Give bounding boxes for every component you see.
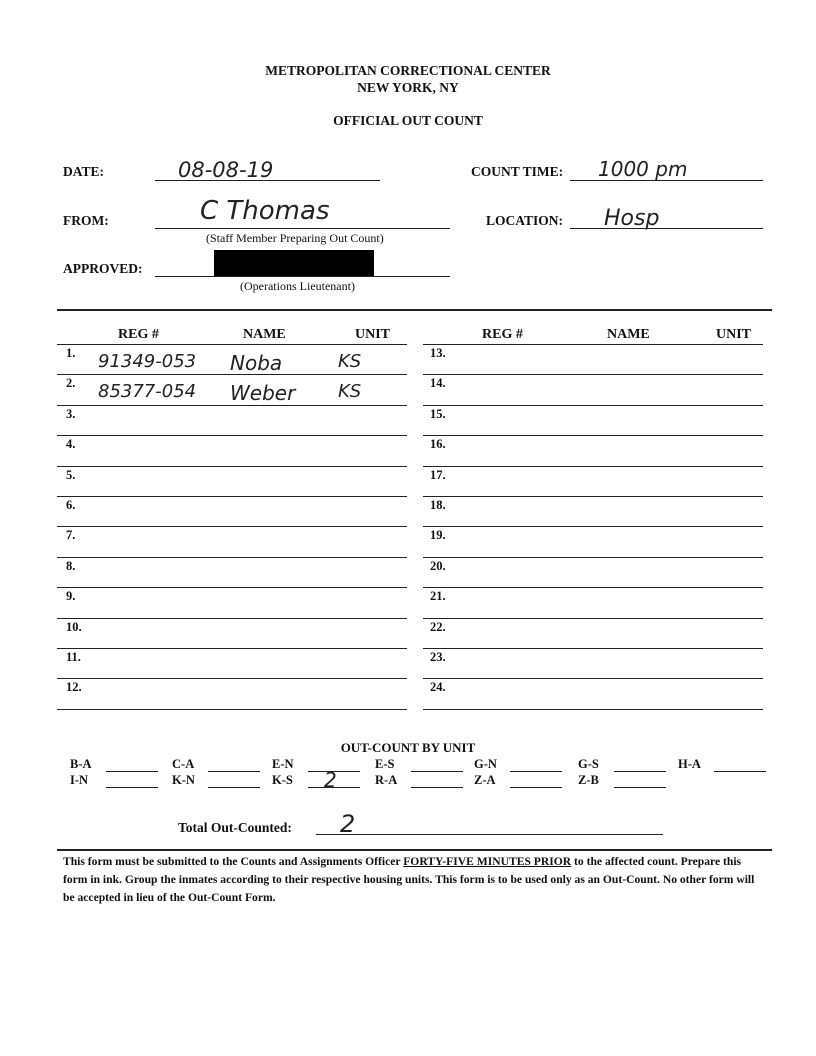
- row-number: 6.: [66, 498, 76, 512]
- total-value: 2: [340, 810, 356, 838]
- row-number: 3.: [66, 406, 76, 421]
- unit-code-2: K-S: [272, 773, 293, 787]
- row-line: [57, 496, 407, 497]
- header-line: [423, 344, 763, 345]
- row-number: 17.: [430, 467, 446, 482]
- row-number: 5.: [66, 467, 76, 482]
- row-number: 8.: [66, 558, 76, 573]
- unit-code-1: C-A: [172, 757, 195, 771]
- row-number: 10.: [66, 619, 82, 634]
- count-time-label: COUNT TIME:: [471, 164, 564, 179]
- unit-code-3: R-A: [375, 773, 398, 787]
- date-value: 08-08-19: [178, 158, 274, 182]
- row-line: [57, 618, 407, 619]
- unit-code-4: G-N: [474, 757, 497, 771]
- from-label: FROM:: [63, 213, 109, 228]
- location-value: Hosp: [604, 206, 660, 231]
- unit-blank-line: [411, 787, 463, 788]
- from-caption: (Staff Member Preparing Out Count): [206, 231, 384, 245]
- row-line: [57, 587, 407, 588]
- unit-code-0: B-A: [70, 757, 92, 771]
- row-number: 2.: [66, 376, 76, 391]
- count-time-value: 1000 pm: [598, 157, 688, 181]
- row-number: 7.: [66, 528, 76, 543]
- row-line: [57, 466, 407, 467]
- unit-blank-line: [208, 787, 260, 788]
- left-name-header: NAME: [243, 327, 286, 342]
- institution-name: METROPOLITAN CORRECTIONAL CENTER: [265, 63, 551, 78]
- unit-code-0: I-N: [70, 773, 89, 787]
- row-line: [423, 678, 763, 679]
- row-line: [423, 466, 763, 467]
- unit-count-title: OUT-COUNT BY UNIT: [340, 740, 476, 755]
- unit-cell: KS: [338, 351, 362, 372]
- location-label: LOCATION:: [486, 213, 564, 228]
- row-number: 4.: [66, 437, 76, 452]
- unit-value: 2: [324, 768, 337, 792]
- left-unit-header: UNIT: [355, 327, 391, 342]
- row-line: [423, 587, 763, 588]
- footer-emphasis: FORTY-FIVE MINUTES PRIOR: [403, 855, 572, 868]
- row-line: [57, 709, 407, 710]
- total-label: Total Out-Counted:: [178, 820, 292, 835]
- unit-code-6: H-A: [678, 757, 701, 771]
- name-cell: Noba: [230, 351, 283, 375]
- redacted-signature: [214, 250, 374, 276]
- header-line: [57, 344, 407, 345]
- unit-code-2: E-N: [272, 757, 294, 771]
- row-line: [423, 496, 763, 497]
- footer-text-2: to the affected count. Prepare this form in ink. Group the inmates according to their respective housing units. This form is to be used only as an Out-Count. No other form will be accepted in lieu of the Out-Count Form.: [63, 855, 755, 904]
- left-reg-header: REG #: [118, 327, 159, 342]
- row-line: [57, 557, 407, 558]
- footer-instructions: [63, 853, 763, 907]
- from-signature: C Thomas: [200, 196, 330, 226]
- unit-blank-line: [714, 771, 766, 772]
- right-unit-header: UNIT: [716, 327, 752, 342]
- row-line: [423, 405, 763, 406]
- row-number: 15.: [430, 406, 446, 421]
- row-line: [423, 374, 763, 375]
- row-number: 23.: [430, 650, 446, 664]
- row-number: 18.: [430, 498, 446, 512]
- unit-blank-line: [510, 771, 562, 772]
- row-line: [57, 435, 407, 436]
- reg-number-cell: 91349-053: [98, 351, 197, 372]
- reg-number-cell: 85377-054: [98, 381, 197, 403]
- row-number: 1.: [66, 346, 76, 360]
- row-number: 24.: [430, 680, 446, 695]
- unit-code-4: Z-A: [474, 773, 496, 787]
- row-number: 21.: [430, 589, 446, 604]
- row-number: 9.: [66, 589, 76, 604]
- row-line: [423, 709, 763, 710]
- unit-blank-line: [614, 787, 666, 788]
- unit-blank-line: [614, 771, 666, 772]
- unit-blank-line: [106, 787, 158, 788]
- row-line: [57, 678, 407, 679]
- row-line: [423, 618, 763, 619]
- approved-label: APPROVED:: [63, 261, 143, 276]
- row-line: [57, 648, 407, 649]
- row-number: 12.: [66, 680, 82, 695]
- unit-blank-line: [411, 771, 463, 772]
- form-title: OFFICIAL OUT COUNT: [333, 113, 483, 128]
- row-line: [57, 374, 407, 375]
- row-line: [57, 526, 407, 527]
- unit-cell: KS: [338, 381, 362, 403]
- footer-text-1: This form must be submitted to the Counts and Assignments Officer: [63, 855, 404, 868]
- unit-code-5: G-S: [578, 757, 599, 771]
- row-line: [423, 526, 763, 527]
- name-cell: Weber: [230, 381, 296, 406]
- right-reg-header: REG #: [482, 327, 523, 342]
- row-number: 22.: [430, 619, 446, 634]
- row-line: [57, 405, 407, 406]
- row-number: 13.: [430, 346, 446, 360]
- row-line: [423, 435, 763, 436]
- row-number: 14.: [430, 376, 446, 391]
- unit-code-3: E-S: [375, 757, 395, 771]
- unit-code-1: K-N: [172, 773, 195, 787]
- unit-code-5: Z-B: [578, 773, 599, 787]
- row-line: [423, 648, 763, 649]
- date-label: DATE:: [63, 164, 105, 179]
- right-name-header: NAME: [607, 327, 650, 342]
- institution-city: NEW YORK, NY: [357, 80, 459, 95]
- unit-blank-line: [208, 771, 260, 772]
- unit-blank-line: [510, 787, 562, 788]
- row-number: 11.: [66, 650, 81, 664]
- unit-blank-line: [106, 771, 158, 772]
- row-number: 16.: [430, 437, 446, 452]
- row-number: 19.: [430, 528, 446, 543]
- approved-caption: (Operations Lieutenant): [240, 279, 355, 293]
- row-line: [423, 557, 763, 558]
- row-number: 20.: [430, 558, 446, 573]
